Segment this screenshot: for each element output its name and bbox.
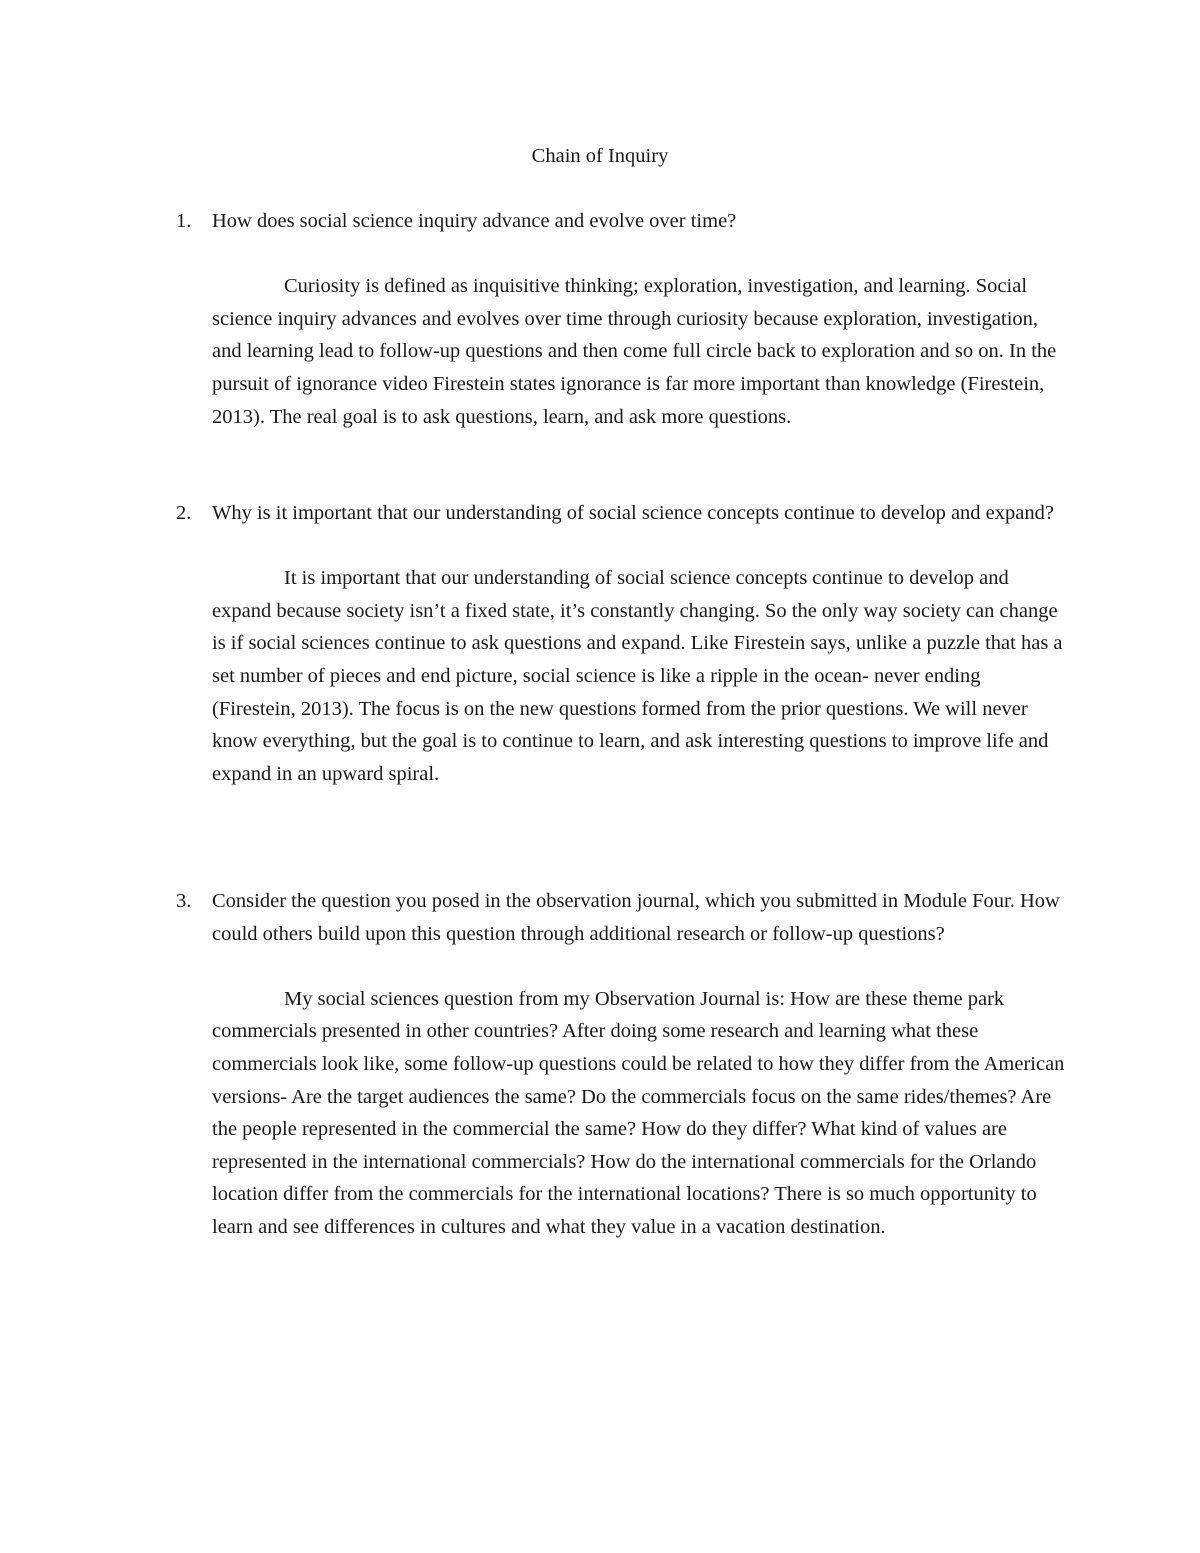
item-number: 2. xyxy=(176,502,192,524)
list-item-2 xyxy=(176,497,1066,790)
list-item-3 xyxy=(176,885,1066,1244)
item-number: 1. xyxy=(176,210,192,232)
document-title: Chain of Inquiry xyxy=(531,145,669,167)
item-question: Why is it important that our understanding of social science concepts continue to develop and expand? xyxy=(212,502,1054,524)
item-number: 3. xyxy=(176,890,192,912)
item-answer: My social sciences question from my Observation Journal is: How are these theme park commercials presented in other countries? After doing some research and learning what these commercials look like, some follow-up questions could be related to how they differ from the American versions- Are the target audiences the same? Do the commercials focus on the same rides/themes? Are the people represented in the commercial the same? How do they differ? What kind of values are represented in the international commercials? How do the international commercials for the Orlando location differ from the commercials for the international locations? There is so much opportunity to learn and see differences in cultures and what they value in a vacation destination. xyxy=(212,987,1065,1238)
list-item-1 xyxy=(176,205,1066,433)
item-question: How does social science inquiry advance and evolve over time? xyxy=(212,210,737,232)
item-question: Consider the question you posed in the observation journal, which you submitted in Module Four. How could others build upon this question through additional research or follow-up questions? xyxy=(212,890,1060,945)
item-answer: It is important that our understanding of social science concepts continue to develop and expand because society isn’t a fixed state, it’s constantly changing. So the only way society can change is if social sciences continue to ask questions and expand. Like Firestein says, unlike a puzzle that has a set number of pieces and end picture, social science is like a ripple in the ocean- never ending (Firestein, 2013). The focus is on the new questions formed from the prior questions. We will never know everything, but the goal is to continue to learn, and ask interesting questions to improve life and expand in an upward spiral. xyxy=(212,567,1063,785)
item-answer: Curiosity is defined as inquisitive thinking; exploration, investigation, and learning. Social science inquiry advances and evolves over time through curiosity because exploration, investigation, and learning lead to follow-up questions and then come full circle back to exploration and so on. In the pursuit of ignorance video Firestein states ignorance is far more important than knowledge (Firestein, 2013). The real goal is to ask questions, learn, and ask more questions. xyxy=(212,275,1057,428)
